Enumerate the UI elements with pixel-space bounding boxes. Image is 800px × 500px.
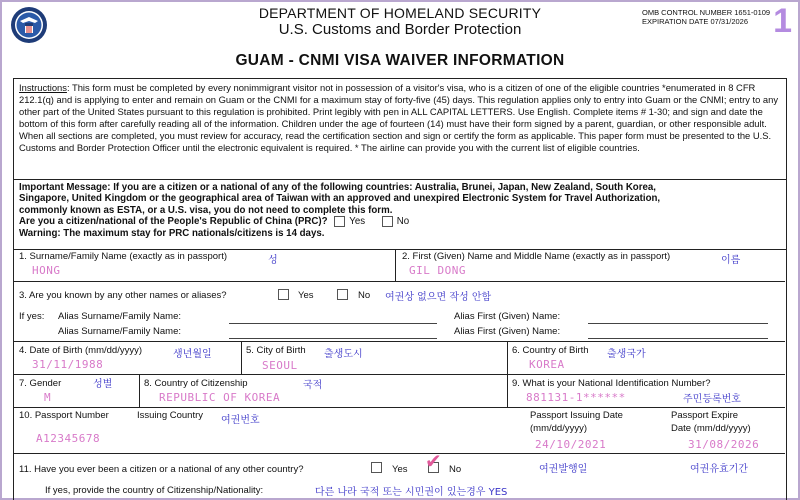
- other-names-yes-label: Yes: [298, 290, 314, 301]
- gender-label: 7. Gender: [19, 378, 62, 389]
- dob-note: 생년월일: [173, 349, 212, 360]
- dob-field[interactable]: 31/11/1988: [32, 358, 104, 371]
- nid-note: 주민등록번호: [683, 394, 741, 405]
- given-name-label: 2. First (Given) Name and Middle Name (exactly as in passport): [402, 251, 671, 262]
- country-birth-label: 6. Country of Birth: [512, 345, 589, 356]
- department-title: DEPARTMENT OF HOMELAND SECURITY: [258, 5, 542, 21]
- prc-yes-label: Yes: [349, 216, 366, 228]
- important-message: [14, 180, 786, 250]
- dob-label: 4. Date of Birth (mm/dd/yyyy): [19, 345, 143, 356]
- prc-question: Are you a citizen/national of the People's Republic of China (PRC)?: [19, 216, 328, 228]
- other-names-yes-checkbox[interactable]: [278, 289, 289, 300]
- q11-yes-label: Yes: [392, 464, 408, 475]
- alias-first-1-label: Alias First (Given) Name:: [454, 311, 561, 322]
- alias-first-1-field[interactable]: [588, 323, 768, 324]
- prc-yes-checkbox[interactable]: [334, 216, 345, 227]
- page-number: 1: [773, 2, 792, 40]
- important-line-3: commonly known as ESTA, or a U.S. visa, you do not need to complete this form.: [19, 204, 393, 216]
- omb-control: OMB CONTROL NUMBER 1651-0109: [642, 8, 771, 17]
- omb-expiration: EXPIRATION DATE 07/31/2026: [642, 17, 749, 26]
- if-yes-label: If yes:: [19, 311, 45, 322]
- issuing-country-label: Issuing Country: [137, 410, 204, 421]
- q11-no-label: No: [449, 464, 462, 475]
- prc-no-label: No: [396, 216, 410, 228]
- other-names-no-label: No: [358, 290, 371, 301]
- agency-title: U.S. Customs and Border Protection: [278, 21, 522, 38]
- q11-note: 다른 나라 국적 또는 시민권이 있는경우 YES: [315, 487, 508, 498]
- instructions-label: Instructions: [19, 82, 67, 93]
- city-birth-note: 출생도시: [324, 349, 363, 360]
- expire-date-label-2: Date (mm/dd/yyyy): [671, 423, 751, 434]
- other-names-label: 3. Are you known by any other names or aliases?: [19, 290, 227, 301]
- important-line-1: Important Message: If you are a citizen or a national of any of the following countries: Australia, Brunei, Japan, New Zealand, South Korea,: [19, 182, 656, 193]
- surname-field[interactable]: HONG: [32, 264, 61, 277]
- expire-date-note: 여권유효기간: [690, 464, 748, 475]
- gender-note: 성별: [93, 379, 113, 390]
- citizenship-label: 8. Country of Citizenship: [144, 378, 248, 389]
- passport-note: 여권번호: [221, 415, 260, 426]
- q11-label: 11. Have you ever been a citizen or a national of any other country?: [19, 464, 304, 475]
- prc-row: [19, 216, 781, 227]
- q11-yes-checkbox[interactable]: [371, 462, 382, 473]
- nid-field[interactable]: 881131-1******: [526, 391, 626, 404]
- issue-date-note: 여권발행일: [539, 464, 588, 475]
- citizenship-note: 국적: [303, 380, 323, 391]
- issue-date-label-1: Passport Issuing Date: [530, 410, 623, 421]
- form-body: [13, 78, 787, 500]
- q11-no-checkmark-icon: ✔: [425, 451, 442, 473]
- citizenship-field[interactable]: REPUBLIC OF KOREA: [159, 391, 281, 404]
- expire-date-field[interactable]: 31/08/2026: [688, 438, 760, 451]
- passport-field[interactable]: A12345678: [36, 432, 101, 445]
- issue-date-label-2: (mm/dd/yyyy): [530, 423, 587, 434]
- alias-first-2-label: Alias First (Given) Name:: [454, 326, 561, 337]
- issue-date-field[interactable]: 24/10/2021: [535, 438, 607, 451]
- alias-surname-1-label: Alias Surname/Family Name:: [58, 311, 182, 322]
- surname-note: 성: [268, 255, 278, 266]
- alias-surname-1-field[interactable]: [229, 323, 437, 324]
- city-birth-field[interactable]: SEOUL: [262, 359, 298, 372]
- country-birth-note: 출생국가: [607, 349, 646, 360]
- alias-surname-2-field[interactable]: [229, 338, 437, 339]
- instructions-text: : This form must be completed by every nonimmigrant visitor not in possession of a visitor's visa, who is a citizen of one of the eligible countries *enumerated in 8 CFR 212.1(q) and is applying to enter and remain on Guam or the CNMI for a maximum stay of forty-five (45) days. This regulation applies only to entry into Guam or the CNMI; entry to any other part of the United States pursuant to this regulation is prohibited. Print legibly with pen in ALL CAPITAL LETTERS. Use English. Complete items # 1-30; and sign and date the bottom of this form after carefully reading all of the information. Children under the age of fourteen (14) must have their form signed by a parent, guardian, or other responsible adult. When all sections are completed, you must review for accuracy, read the certification section and sign or certify the form as applicable. This paper form must be presented to the U.S. Customs and Border Protection Officer until the electronic equivalent is required. * The airline can provide you with the current list of eligible countries.: [19, 82, 779, 153]
- important-line-2: Singapore, United Kingdom or the geographical area of Taiwan with an approved and unexpired Electronic System for Travel Authorization,: [19, 193, 661, 205]
- prc-warning: Warning: The maximum stay for PRC nationals/citizens is 14 days.: [19, 227, 325, 239]
- passport-label: 10. Passport Number: [19, 410, 109, 421]
- country-birth-field[interactable]: KOREA: [529, 358, 565, 371]
- instructions-block: [14, 79, 786, 180]
- expire-date-label-1: Passport Expire: [671, 410, 739, 421]
- omb-info: [642, 8, 782, 26]
- prc-no-checkbox[interactable]: [382, 216, 393, 227]
- city-birth-label: 5. City of Birth: [246, 345, 306, 356]
- nid-label: 9. What is your National Identification Number?: [512, 378, 711, 389]
- surname-label: 1. Surname/Family Name (exactly as in passport): [19, 251, 228, 262]
- alias-surname-2-label: Alias Surname/Family Name:: [58, 326, 182, 337]
- form-title: GUAM - CNMI VISA WAIVER INFORMATION: [235, 52, 565, 69]
- other-names-no-checkbox[interactable]: [337, 289, 348, 300]
- alias-first-2-field[interactable]: [588, 338, 768, 339]
- given-name-note: 이름: [721, 255, 741, 266]
- gender-field[interactable]: M: [44, 391, 52, 404]
- given-name-field[interactable]: GIL DONG: [409, 264, 466, 277]
- q11-followup-label: If yes, provide the country of Citizenship/Nationality:: [45, 485, 264, 496]
- other-names-note: 여권상 없으면 작성 안함: [385, 292, 492, 303]
